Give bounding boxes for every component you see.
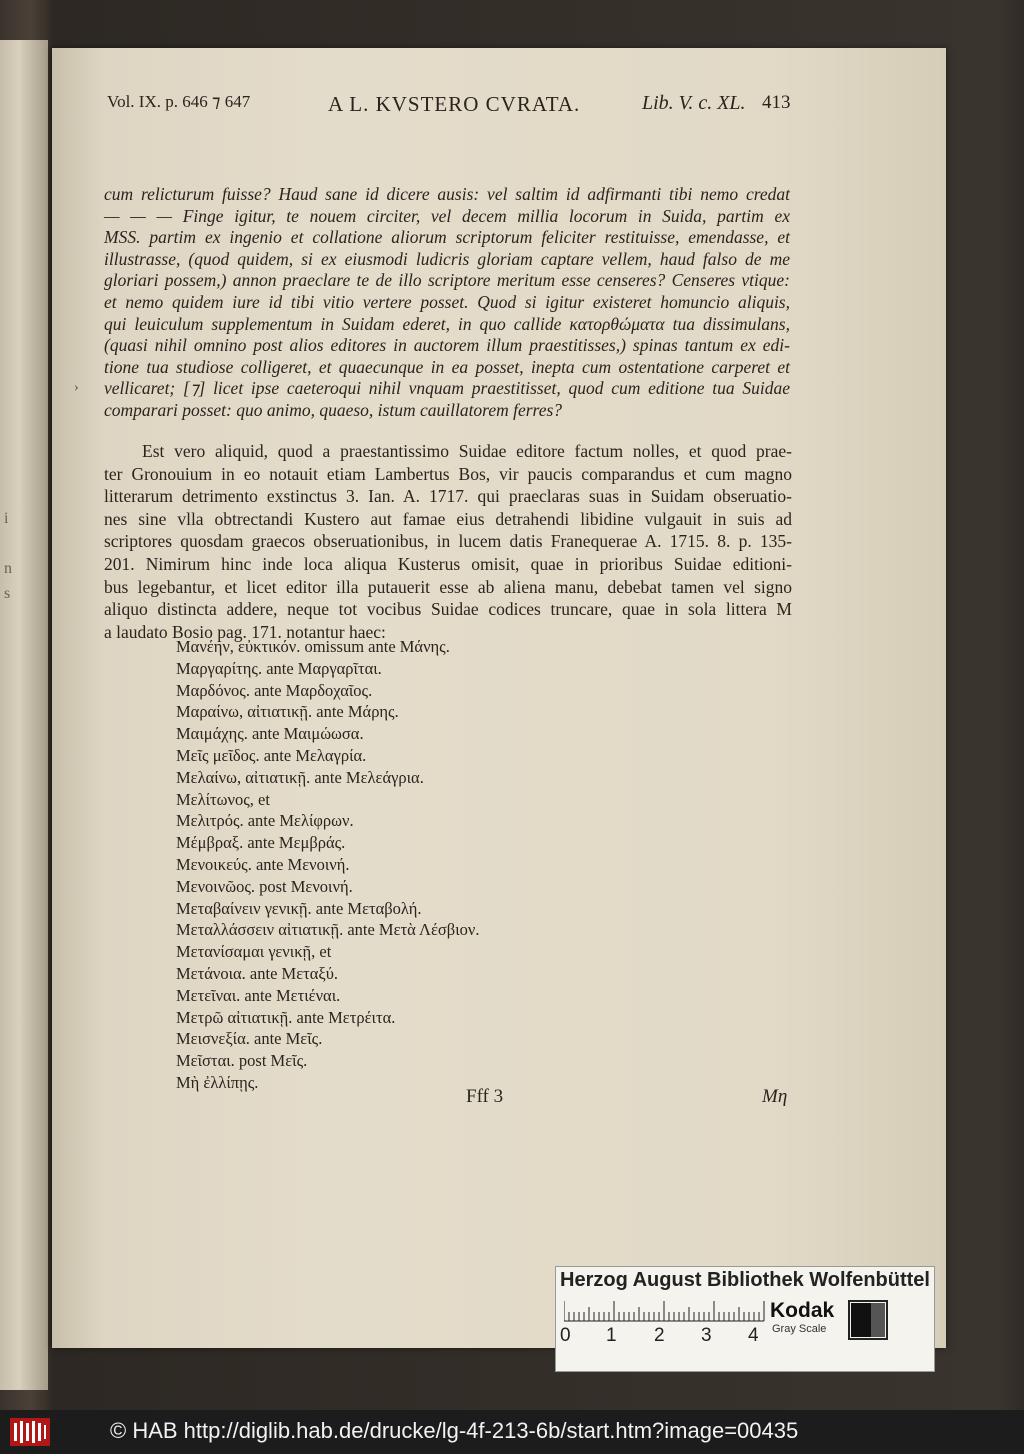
text-line: qui leuiculum supplementum in Suidam ederet, in quo callide κατορθώματα tua dissimulans,	[104, 313, 790, 334]
list-item: Μενοικεύς. ante Μενοινή.	[176, 854, 350, 874]
catchword: Μη	[762, 1086, 788, 1107]
list-item: Μέμβραξ. ante Μεμβράς.	[176, 833, 346, 853]
ruler-number: 3	[701, 1325, 712, 1346]
text-line: litterarum detrimento exstinctus 3. Ian. A. 1717. qui praeclaras suas in Suidam obseruatio-	[104, 486, 792, 507]
text-line: et nemo quidem iure id tibi vitio vertere posset. Quod si igitur existeret homuncio aliquis,	[104, 291, 790, 312]
hab-logo-icon	[10, 1418, 50, 1446]
margin-mark: ›	[74, 380, 79, 395]
colour-target	[555, 1266, 935, 1372]
library-name: Herzog August Bibliothek Wolfenbüttel	[560, 1269, 930, 1291]
running-head-left: Vol. IX. p. 646 ⁊ 647	[107, 92, 251, 111]
text-line: comparari posset: quo animo, quaeso, istum cauillatorem ferres?	[104, 399, 563, 420]
text-line: 201. Nimirum hinc inde loca aliqua Kusterus omisit, quae in prioribus Suidae editioni-	[104, 553, 792, 574]
list-item: Μεῖσται. post Μεῖς.	[176, 1051, 308, 1071]
footer-bar	[0, 1410, 1024, 1454]
ruler-number: 0	[560, 1325, 571, 1346]
text-line: gloriari possem,) annon praeclare te de illo scriptore meritum esse censeres? Censeres vtique:	[104, 270, 790, 291]
list-item: Μελίτωνος, et	[176, 789, 270, 809]
text-line: tione tua studiose colligeret, et quaecunque in ea posset, inepta cum ostentatione carperet et	[104, 356, 790, 377]
body-paragraph	[104, 440, 792, 643]
ruler-number: 4	[748, 1325, 759, 1346]
list-item: Μανέην, εὐκτικόν. omissum ante Μάνης.	[176, 637, 450, 656]
text-line: Est vero aliquid, quod a praestantissimo Suidae editore factum nolles, et quod prae-	[142, 441, 792, 461]
greek-word-list	[176, 636, 479, 1094]
text-line: — — — Finge igitur, te nouem circiter, vel decem millia locorum in Suida, partim ex	[104, 205, 790, 226]
gray-scale-label: Gray Scale	[772, 1323, 827, 1335]
page-number: 413	[762, 92, 791, 113]
text-line: ter Gronouium in eo notauit etiam Lambertus Bos, vir paucis comparandus et cum magno	[104, 463, 792, 484]
text-line: bus legebantur, et licet editor illa putauerit esse ab aliena manu, debebat tamen vel signo	[104, 576, 792, 597]
list-item: Μαιμάχης. ante Μαιμώωσα.	[176, 724, 364, 744]
list-item: Μετρῶ αἰτιατικῇ. ante Μετρέιτα.	[176, 1007, 396, 1027]
text-line: aliquo distincta addere, neque tot vocibus Suidae codices truncare, quae in sola littera M	[104, 599, 792, 620]
running-head-title: A L. KVSTERO CVRATA.	[328, 92, 581, 116]
list-item: Μαραίνω, αἰτιατικῇ. ante Μάρης.	[176, 702, 399, 722]
list-item: Μαρδόνος. ante Μαρδοχαῖος.	[176, 680, 373, 700]
list-item: Μετανίσαμαι γενικῇ, et	[176, 942, 332, 962]
list-item: Μελιτρός. ante Μελίφρων.	[176, 811, 354, 831]
list-item: Μεταβαίνειν γενικῇ. ante Μεταβολή.	[176, 898, 422, 918]
list-item: Μεταλλάσσειν αἰτιατικῇ. ante Μετὰ Λέσβιον.	[176, 920, 480, 940]
text-line: scriptores quosdam graecos obseruationibus, in lucem datis Franequerae A. 1715. 8. p. 135-	[104, 531, 792, 552]
text-line: (quasi nihil omnino post alios editores in auctorem illum praestitisses,) spinas tantum ex edi-	[104, 335, 790, 356]
list-item: Μὴ ἐλλίπῃς.	[176, 1072, 259, 1092]
text-line: MSS. partim ex ingenio et collatione aliorum scriptorum feliciter restituisse, emendasse, et	[104, 227, 790, 248]
list-item: Μενοινῶος. post Μενοινή.	[176, 876, 353, 896]
previous-page-edge: i n s	[0, 40, 48, 1390]
copyright-link[interactable]: © HAB http://diglib.hab.de/drucke/lg-4f-213-6b/start.htm?image=00435	[110, 1418, 799, 1443]
running-head-right: Lib. V. c. XL.	[642, 92, 746, 114]
text-line: illustrasse, (quod quidem, si ex eiusmodi ludicris gloriam captare vellem, haud falso de me	[104, 248, 790, 269]
list-item: Μετάνοια. ante Μεταξύ.	[176, 963, 339, 983]
signature-mark: Fff 3	[466, 1086, 504, 1107]
list-item: Μεῖς μεῖδος. ante Μελαγρία.	[176, 745, 367, 765]
text-line: vellicaret; [⁊] licet ipse caeteroqui nihil vnquam praestitisset, quod cum editione tua Suidae	[104, 378, 790, 399]
text-line: a laudato Bosio pag. 171. notantur haec:	[104, 621, 386, 642]
italic-passage	[104, 184, 790, 422]
gray-patch	[871, 1303, 885, 1337]
black-patch	[851, 1303, 871, 1337]
ruler-number: 1	[606, 1325, 617, 1346]
list-item: Μετεῖναι. ante Μετιέναι.	[176, 985, 341, 1005]
list-item: Μελαίνω, αἰτιατικῇ. ante Μελεάγρια.	[176, 767, 424, 787]
list-item: Μαργαρίτης. ante Μαργαρῖται.	[176, 658, 382, 678]
ruler-number: 2	[654, 1325, 665, 1346]
text-line: nes sine vlla obtrectandi Kustero aut famae eius detrahendi libidine vulgauit in suis ad	[104, 508, 792, 529]
text-line: cum relicturum fuisse? Haud sane id dicere ausis: vel saltim id adfirmanti tibi nemo credat	[104, 184, 790, 204]
list-item: Μεισνεξία. ante Μεῖς.	[176, 1029, 323, 1049]
kodak-logo: Kodak	[770, 1299, 835, 1322]
